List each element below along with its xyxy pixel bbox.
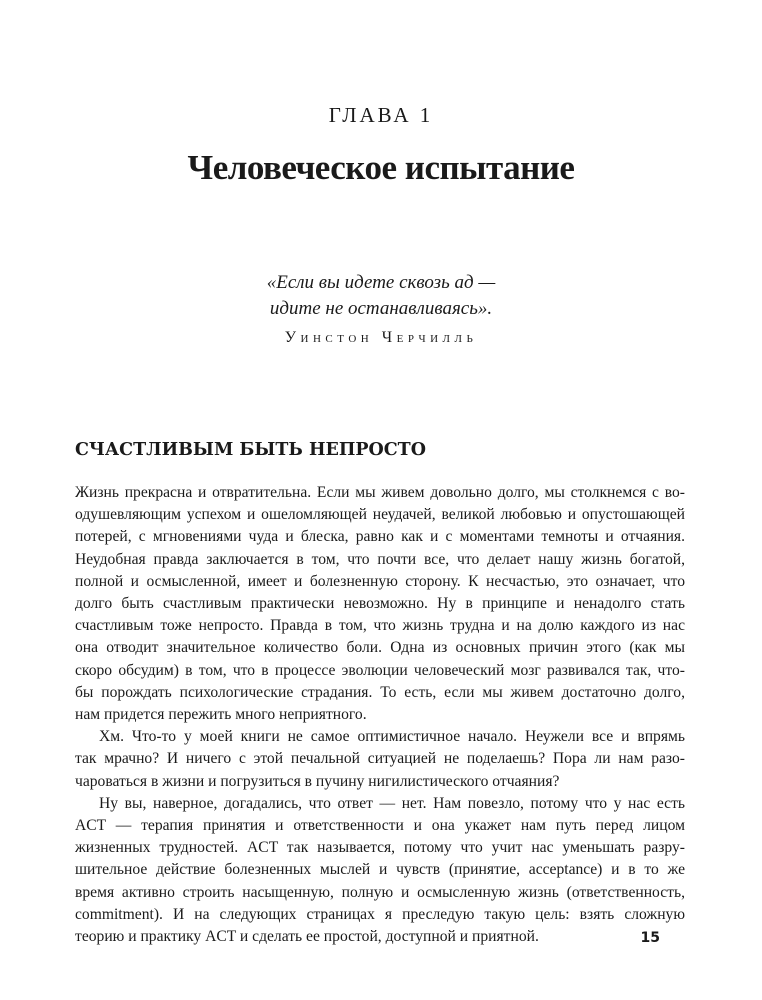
text-line: Жизнь прекрасна и отвратительна. Если мы живем довольно долго, мы столкнемся с во- — [75, 484, 685, 501]
epigraph-author: Уинстон Черчилль — [284, 329, 478, 346]
chapter-label: ГЛАВА 1 — [328, 103, 434, 127]
chapter-title: Человеческое испытание — [187, 148, 575, 187]
text-line: так мрачно? И ничего с этой печальной ситуацией не поделаешь? Пора ли нам разо- — [75, 750, 685, 768]
text-line: теорию и практику ACT и сделать ее простой, доступной и приятной. — [75, 928, 539, 946]
text-line: время активно строить насыщенную, полную и осмысленную жизнь (ответственность, — [75, 883, 685, 901]
section-heading: СЧАСТЛИВЫМ БЫТЬ НЕПРОСТО — [75, 440, 426, 460]
text-line: скоро обсудим) в том, что в процессе эволюции человеческий мозг развивался так, что- — [75, 661, 685, 679]
text-line: долго быть счастливым практически невозможно. Ну в принципе и ненадолго стать — [75, 595, 685, 613]
text-line: ACT — терапия принятия и ответственности и она укажет нам путь перед лицом — [75, 817, 685, 835]
text-line: потерей, с мгновениями чуда и блеска, равно как и с моментами темноты и отчаяния. — [75, 528, 685, 546]
text-line: commitment). И на следующих страницах я преследую такую цель: взять сложную — [75, 905, 685, 923]
text-line: Неудобная правда заключается в том, что почти все, что делает нашу жизнь богатой, — [75, 550, 685, 568]
text-line: одушевляющим успехом и ошеломляющей неудачей, великой любовью и опустошающей — [75, 506, 685, 524]
text-line: Ну вы, наверное, догадались, что ответ — нет. Нам повезло, потому что у нас есть — [99, 794, 685, 812]
text-line: шительное действие болезненных мыслей и чувств (принятие, acceptance) и в то же — [75, 861, 685, 879]
text-line: бы порождать психологические страдания. То есть, если мы живем достаточно долго, — [75, 683, 685, 701]
text-line: она отводит значительное количество боли. Одна из основных причин этого (как мы — [75, 639, 685, 657]
body-text — [75, 482, 685, 948]
epigraph-line-2: идите не останавливаясь». — [269, 298, 493, 319]
text-line: жизненных трудностей. ACT так называется, потому что учит нас уменьшать разру- — [75, 839, 685, 857]
text-line: счастливым тоже непросто. Правда в том, что жизнь трудна и на долю каждого из нас — [75, 617, 685, 635]
page-number: 15 — [640, 930, 660, 946]
text-line: чароваться в жизни и погрузиться в пучину нигилистического отчаяния? — [75, 772, 560, 790]
text-line: полной и осмысленной, имеет и болезненную сторону. К несчастью, это означает, что — [75, 572, 685, 590]
text-line: Хм. Что-то у моей книги не самое оптимистичное начало. Неужели все и впрямь — [99, 728, 685, 746]
text-line: нам придется пережить много неприятного. — [75, 706, 367, 724]
epigraph-line-1: «Если вы идете сквозь ад — — [266, 272, 496, 293]
epigraph — [0, 270, 762, 347]
